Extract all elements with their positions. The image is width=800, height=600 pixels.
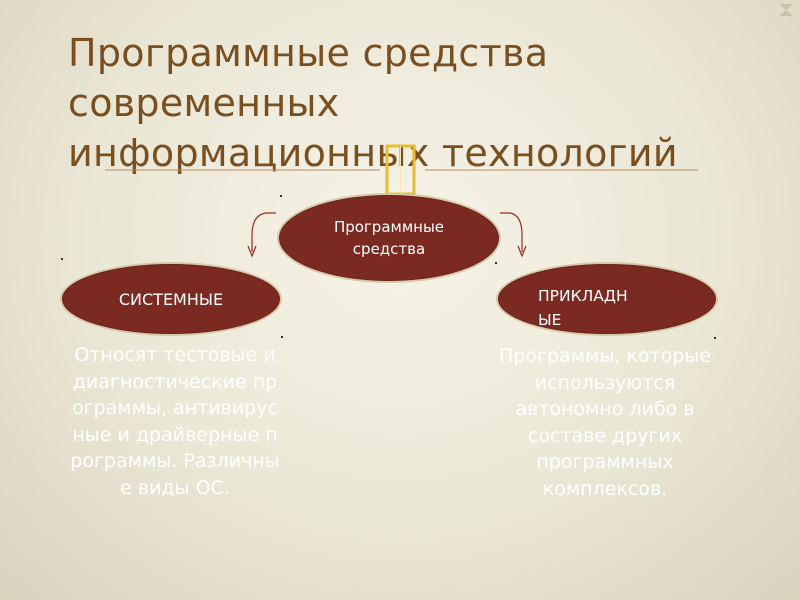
root-node-label-line-1: Программные	[333, 218, 445, 236]
guide-dot	[495, 262, 497, 264]
system-software-description: Относят тестовые и диагностические программы, антивирусные и драйверные программы. Различные виды ОС.	[70, 344, 280, 499]
system-software-label: СИСТЕМНЫЕ	[118, 289, 224, 309]
right-arrow-icon	[500, 213, 526, 256]
title-connector-icon	[387, 146, 414, 194]
guide-dot	[281, 336, 283, 338]
application-software-label: ПРИКЛАДНЫЕ	[538, 287, 628, 329]
guide-dot	[280, 195, 282, 197]
left-arrow-icon	[248, 213, 276, 256]
root-node	[277, 193, 501, 283]
root-node-label-line-2: средства	[352, 240, 426, 258]
title-line-2: современных	[68, 81, 340, 125]
title-line-3: информационных технологий	[68, 131, 678, 175]
guide-dot	[714, 337, 716, 339]
guide-dot	[61, 258, 63, 260]
application-software-node	[496, 262, 718, 336]
title-line-1: Программные средства	[68, 31, 549, 75]
application-software-description: Программы, которые используются автономно либо в составе других программных комплексов.	[499, 345, 711, 500]
system-software-node	[60, 262, 282, 336]
